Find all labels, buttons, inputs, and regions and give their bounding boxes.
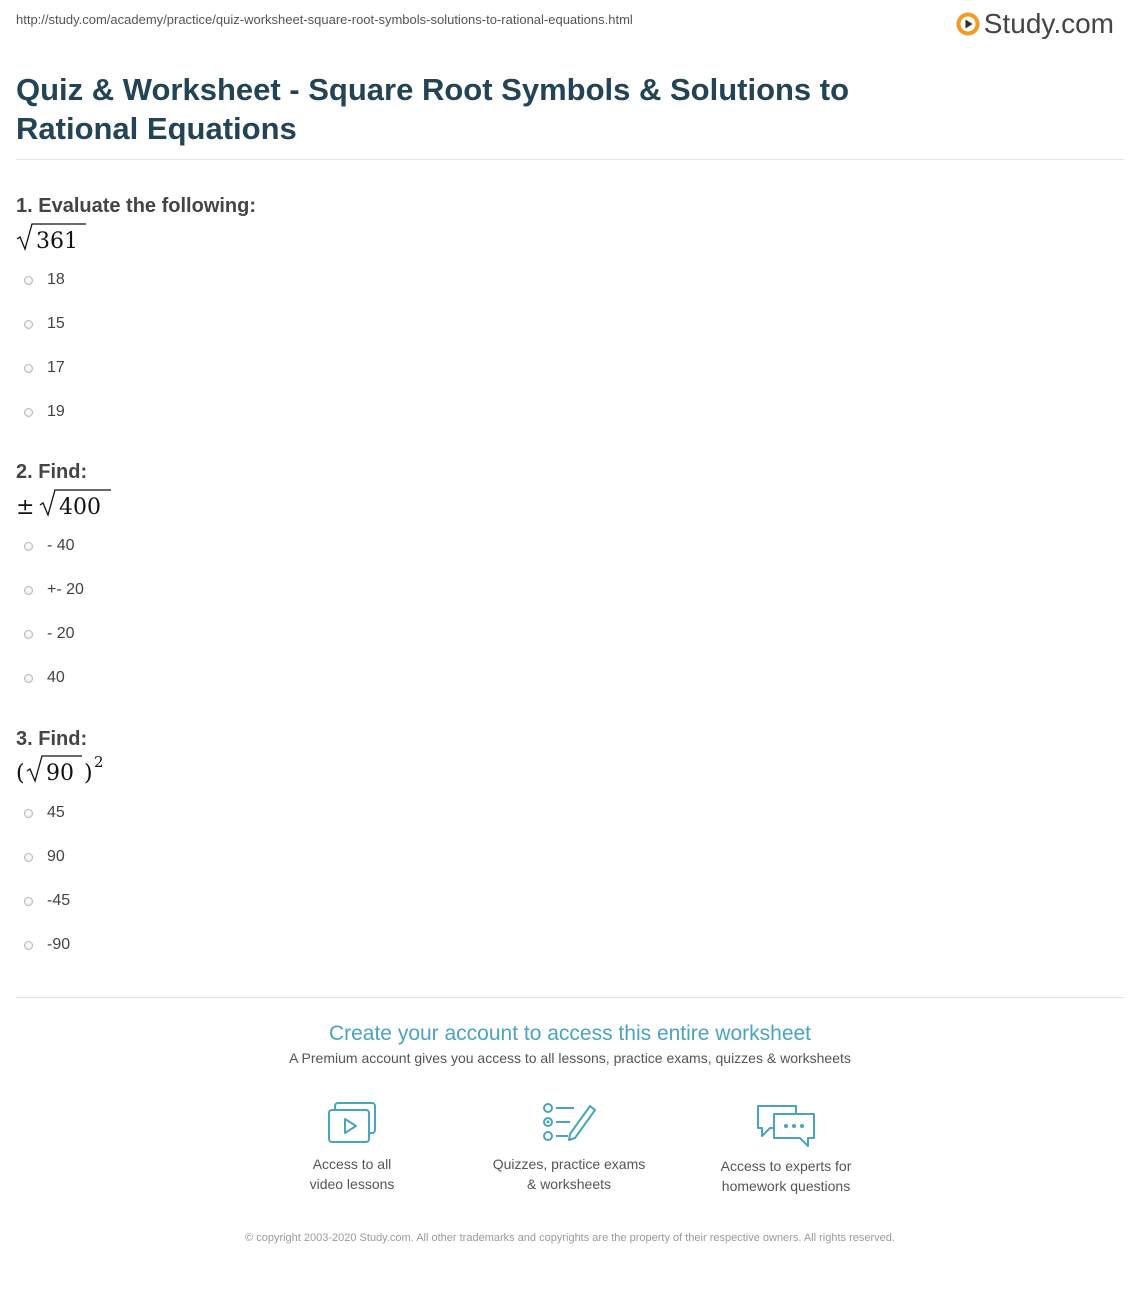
answer-options bbox=[16, 524, 126, 700]
feature-label-line: video lessons bbox=[309, 1176, 395, 1192]
radio-button[interactable] bbox=[24, 809, 33, 818]
copyright-notice: © copyright 2003-2020 Study.com. All other trademarks and copyrights are the property of their respective owners. All rights reserved. bbox=[245, 1232, 895, 1244]
answer-options bbox=[16, 791, 126, 967]
question-expression bbox=[16, 220, 256, 252]
study-logo[interactable] bbox=[956, 8, 1114, 40]
cta-subtitle: A Premium account gives you access to all lessons, practice exams, quizzes & worksheets bbox=[289, 1050, 851, 1066]
feature-label bbox=[257, 1154, 447, 1194]
page-title: Quiz & Worksheet - Square Root Symbols & Solutions to Rational Equations bbox=[16, 72, 850, 146]
feature-label-line: & worksheets bbox=[526, 1176, 612, 1192]
feature-quizzes bbox=[474, 1100, 664, 1194]
answer-option[interactable] bbox=[16, 791, 126, 835]
option-label: +- 20 bbox=[47, 581, 84, 598]
question-2 bbox=[16, 460, 126, 700]
radio-button[interactable] bbox=[24, 630, 33, 639]
feature-label-line: Quizzes, practice exams bbox=[492, 1156, 646, 1172]
answer-option[interactable] bbox=[16, 879, 126, 923]
question-1 bbox=[16, 194, 256, 434]
video-lessons-icon bbox=[325, 1100, 379, 1146]
radio-button[interactable] bbox=[24, 364, 33, 373]
page-url: http://study.com/academy/practice/quiz-worksheet-square-root-symbols-solutions-to-rational-equations.html bbox=[16, 12, 633, 27]
answer-option[interactable] bbox=[16, 524, 126, 568]
title-divider bbox=[16, 159, 1124, 160]
play-circle-logo-icon bbox=[956, 12, 980, 36]
question-3 bbox=[16, 727, 126, 967]
answer-option[interactable] bbox=[16, 390, 256, 434]
logo-text: Study.com bbox=[983, 8, 1114, 39]
exponent: 2 bbox=[94, 753, 104, 771]
feature-label bbox=[691, 1156, 881, 1196]
answer-option[interactable] bbox=[16, 835, 126, 879]
option-label: 17 bbox=[47, 359, 65, 376]
feature-label-line: homework questions bbox=[721, 1178, 851, 1194]
option-label: -90 bbox=[47, 936, 71, 953]
radio-button[interactable] bbox=[24, 941, 33, 950]
radicand: 90 bbox=[46, 761, 74, 785]
radicand: 400 bbox=[59, 495, 101, 518]
question-expression bbox=[16, 753, 126, 785]
open-paren: ( bbox=[16, 761, 25, 785]
radicand: 361 bbox=[36, 229, 78, 252]
question-expression bbox=[16, 486, 126, 518]
question-label: 2. Find: bbox=[16, 461, 88, 483]
radio-button[interactable] bbox=[24, 853, 33, 862]
answer-option[interactable] bbox=[16, 302, 256, 346]
option-label: -45 bbox=[47, 892, 71, 909]
radio-button[interactable] bbox=[24, 674, 33, 683]
radio-button[interactable] bbox=[24, 542, 33, 551]
expert-chat-icon bbox=[754, 1100, 818, 1148]
answer-option[interactable] bbox=[16, 568, 126, 612]
question-label: 3. Find: bbox=[16, 728, 88, 750]
plus-minus-sign: ± bbox=[16, 495, 35, 518]
answer-option[interactable] bbox=[16, 612, 126, 656]
premium-features bbox=[0, 1100, 1140, 1210]
square-root-expression bbox=[16, 222, 96, 252]
feature-experts bbox=[691, 1100, 881, 1196]
radio-button[interactable] bbox=[24, 276, 33, 285]
option-label: 19 bbox=[47, 403, 65, 420]
option-label: 45 bbox=[47, 804, 65, 821]
radio-button[interactable] bbox=[24, 320, 33, 329]
option-label: 40 bbox=[47, 669, 65, 686]
signup-cta bbox=[0, 1020, 1140, 1066]
feature-label bbox=[474, 1154, 664, 1194]
answer-option[interactable] bbox=[16, 923, 126, 967]
option-label: - 20 bbox=[47, 625, 75, 642]
quiz-checklist-icon bbox=[540, 1100, 598, 1146]
question-label: 1. Evaluate the following: bbox=[16, 195, 257, 217]
option-label: - 40 bbox=[47, 537, 75, 554]
section-divider bbox=[16, 997, 1124, 998]
radio-button[interactable] bbox=[24, 408, 33, 417]
feature-video-lessons bbox=[257, 1100, 447, 1194]
option-label: 18 bbox=[47, 271, 65, 288]
option-label: 90 bbox=[47, 848, 65, 865]
cta-title-link[interactable]: Create your account to access this entire worksheet bbox=[328, 1022, 812, 1045]
radio-button[interactable] bbox=[24, 897, 33, 906]
answer-option[interactable] bbox=[16, 258, 256, 302]
feature-label-line: Access to experts for bbox=[720, 1158, 852, 1174]
answer-options bbox=[16, 258, 256, 434]
answer-option[interactable] bbox=[16, 346, 256, 390]
radio-button[interactable] bbox=[24, 586, 33, 595]
squared-root-expression bbox=[16, 751, 126, 785]
option-label: 15 bbox=[47, 315, 65, 332]
close-paren: ) bbox=[84, 761, 93, 785]
answer-option[interactable] bbox=[16, 656, 126, 700]
feature-label-line: Access to all bbox=[312, 1156, 392, 1172]
plus-minus-root-expression bbox=[16, 488, 126, 518]
